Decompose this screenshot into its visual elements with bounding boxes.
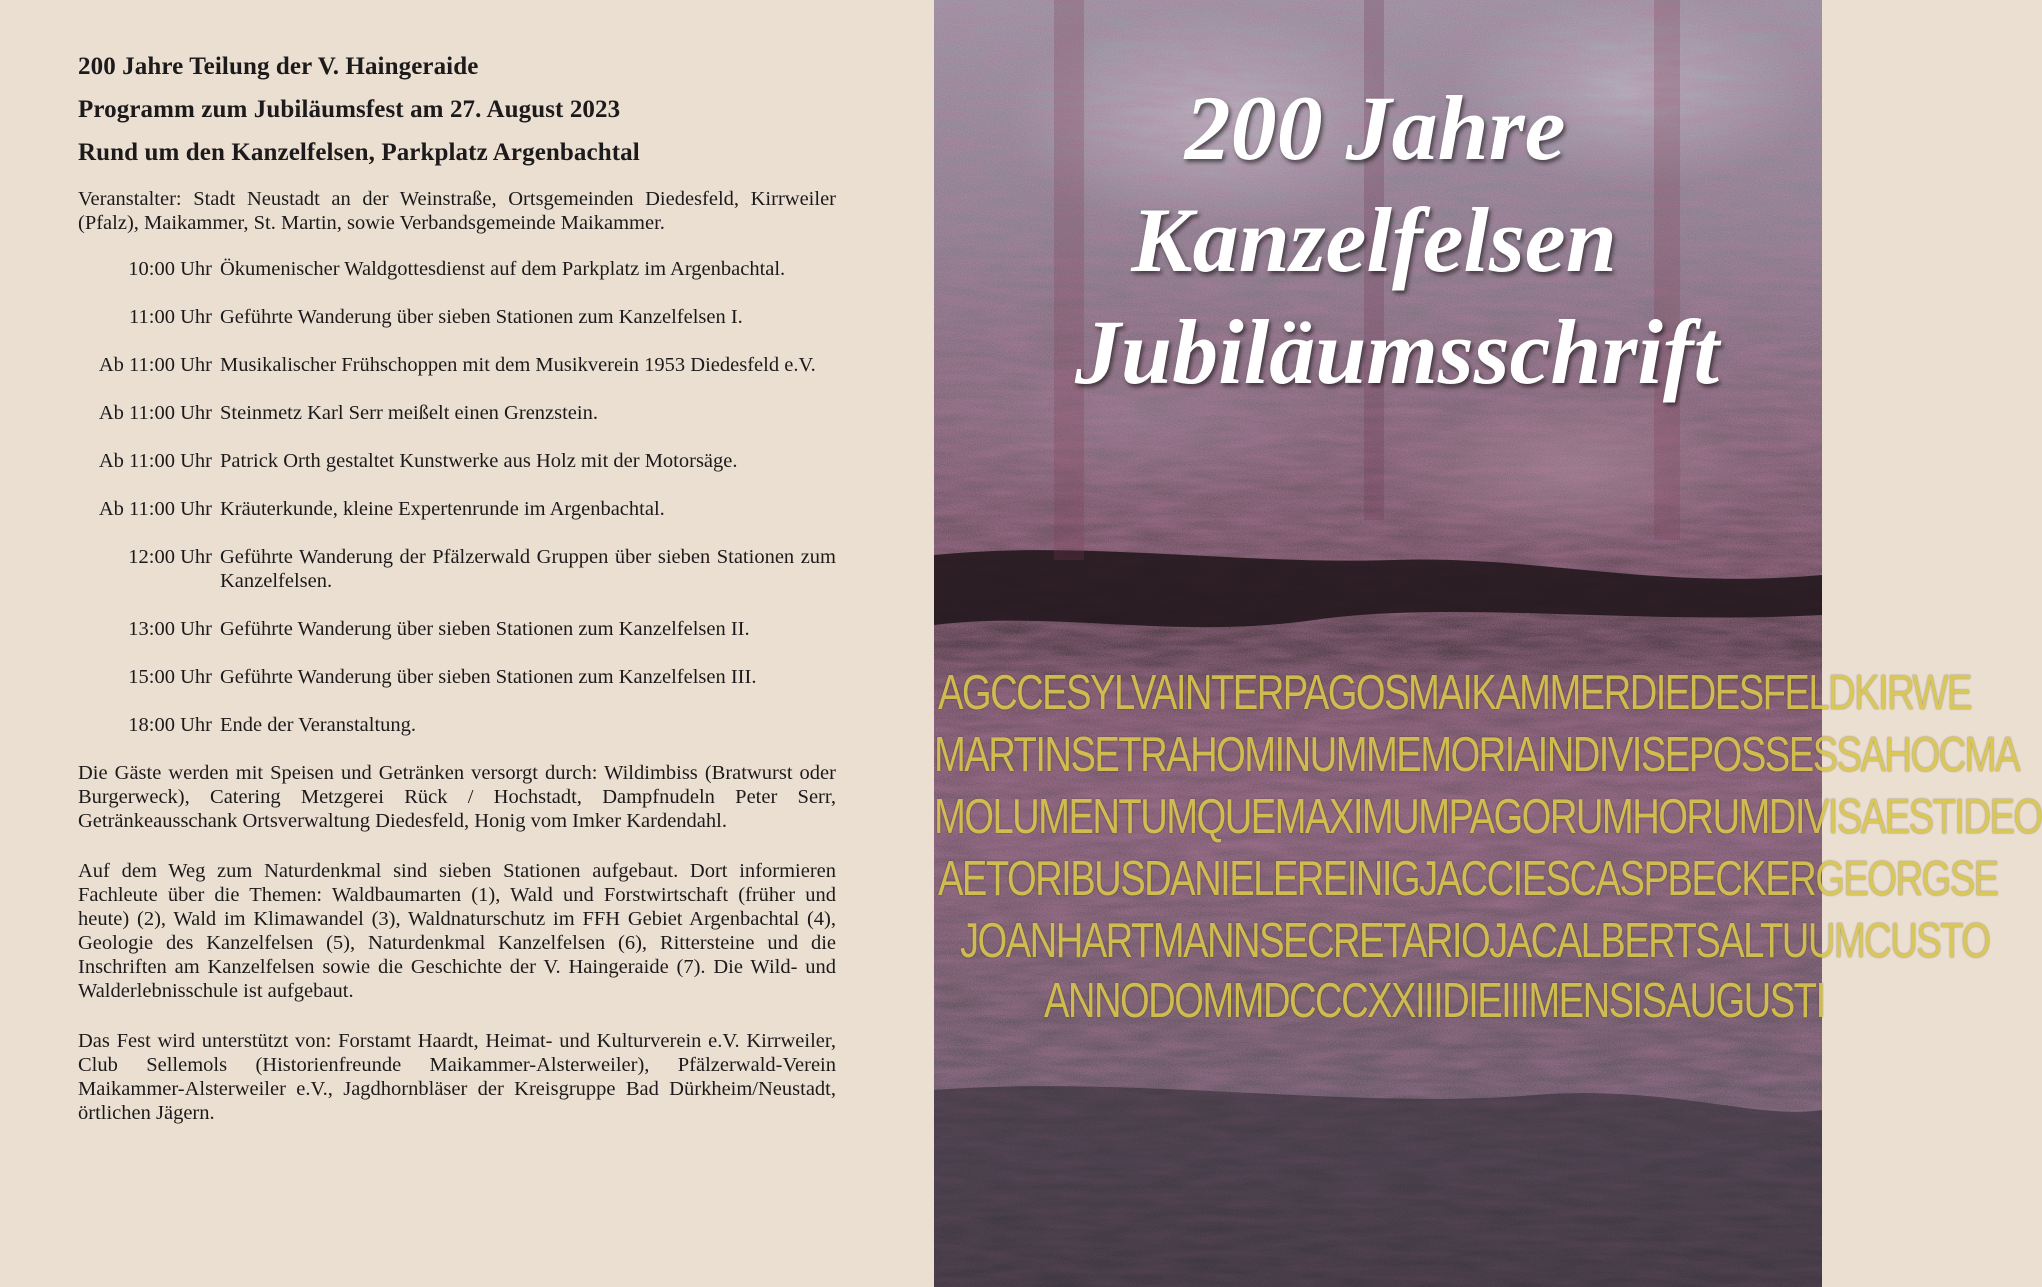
schedule-time: Ab 11:00 Uhr [98, 498, 212, 520]
cover-photo [934, 0, 2042, 1287]
schedule-desc: Steinmetz Karl Serr meißelt einen Grenzstein. [220, 402, 598, 424]
schedule-row [78, 305, 836, 329]
schedule-time: Ab 11:00 Uhr [98, 450, 212, 472]
schedule-time: 12:00 Uhr [128, 546, 212, 568]
heading-location: Rund um den Kanzelfelsen, Parkplatz Argenbachtal [78, 139, 640, 166]
schedule-time: 13:00 Uhr [128, 618, 212, 640]
schedule-row [78, 449, 836, 473]
schedule-desc: Kräuterkunde, kleine Expertenrunde im Argenbachtal. [220, 498, 665, 520]
schedule-desc: Geführte Wanderung über sieben Stationen zum Kanzelfelsen II. [220, 618, 750, 640]
schedule-desc: Geführte Wanderung der Pfälzerwald Gruppen über sieben Stationen zum Kanzelfelsen. [220, 546, 836, 592]
schedule-row [78, 497, 836, 521]
inscription-line: MOLUMENTUMQUEMAXIMUMPAGORUMHORUMDIVISAESTIDEO [934, 790, 2042, 844]
program-page [0, 0, 934, 1287]
schedule-row [78, 353, 836, 377]
supporters-text: Das Fest wird unterstützt von: Forstamt Haardt, Heimat- und Kulturverein e.V. Kirrweiler, Club Sellemols (Historienfreunde Maikammer-Alsterweiler), Pfälzerwald-Verein Maikammer-Alsterweiler e.V., Jagdhornbläser der Kreisgruppe Bad Dürkheim/Neustadt, örtlichen Jägern. [78, 1030, 836, 1124]
cover-title [934, 72, 1822, 408]
schedule-row [78, 545, 836, 593]
schedule-desc: Musikalischer Frühschoppen mit dem Musikverein 1953 Diedesfeld e.V. [220, 354, 816, 376]
inscription-line: ANNODOMMDCCCXXIIIDIEIIIMENSISAUGUSTI [1044, 974, 1825, 1028]
schedule-desc: Ökumenischer Waldgottesdienst auf dem Parkplatz im Argenbachtal. [220, 258, 786, 280]
schedule-time: Ab 11:00 Uhr [98, 354, 212, 376]
schedule-row [78, 617, 836, 641]
schedule-desc: Patrick Orth gestaltet Kunstwerke aus Holz mit der Motorsäge. [220, 450, 738, 472]
schedule-time: 10:00 Uhr [128, 258, 212, 280]
inscription-line: JOANHARTMANNSECRETARIOJACALBERTSALTUUMCUSTO [960, 914, 1990, 968]
schedule-row [78, 713, 836, 737]
schedule-time: Ab 11:00 Uhr [98, 402, 212, 424]
schedule-time: 11:00 Uhr [129, 306, 212, 328]
stations-text: Auf dem Weg zum Naturdenkmal sind sieben Stationen aufgebaut. Dort informieren Fachleute über die Themen: Waldbaumarten (1), Wald und Forstwirtschaft (früher und heute) (2), Wald im Klimawandel (3), Waldnaturschutz im FFH Gebiet Argenbachtal (4), Geologie des Kanzelfelsen (5), Naturdenkmal Kanzelfelsen (6), Rittersteine und die Inschriften am Kanzelfelsen sowie die Geschichte der V. Haingeraide (7). Die Wild- und Walderlebnisschule ist aufgebaut. [78, 860, 836, 1002]
schedule-time: 15:00 Uhr [128, 666, 212, 688]
heading-title: 200 Jahre Teilung der V. Haingeraide [78, 53, 479, 80]
cover-title-line: Jubiläumsschrift [1074, 301, 1720, 403]
schedule-row [78, 257, 836, 281]
inscription-line: AGCCESYLVAINTERPAGOSMAIKAMMERDIEDESFELDKIRWE [938, 666, 1971, 720]
schedule-desc: Geführte Wanderung über sieben Stationen zum Kanzelfelsen III. [220, 666, 757, 688]
schedule-list [78, 257, 836, 737]
cover-title-line: Kanzelfelsen [1131, 189, 1617, 291]
inscription-line: MARTINSETRAHOMINUMMEMORIAINDIVISEPOSSESSAHOCMA [934, 728, 2019, 782]
schedule-desc: Ende der Veranstaltung. [220, 714, 417, 736]
organizer-text: Veranstalter: Stadt Neustadt an der Weinstraße, Ortsgemeinden Diedesfeld, Kirrweiler (Pfalz), Maikammer, St. Martin, sowie Verbandsgemeinde Maikammer. [78, 188, 836, 234]
schedule-row [78, 401, 836, 425]
catering-text: Die Gäste werden mit Speisen und Getränken versorgt durch: Wildimbiss (Bratwurst oder Burgerweck), Catering Metzgerei Rück / Hochstadt, Dampfnudeln Peter Serr, Getränkeausschank Ortsverwaltung Diedesfeld, Honig vom Imker Kardendahl. [78, 762, 836, 832]
program-text-column [78, 52, 836, 1151]
heading-program: Programm zum Jubiläumsfest am 27. August 2023 [78, 96, 621, 123]
schedule-desc: Geführte Wanderung über sieben Stationen zum Kanzelfelsen I. [220, 306, 743, 328]
cover-title-line: 200 Jahre [1184, 77, 1566, 179]
schedule-row [78, 665, 836, 689]
schedule-time: 18:00 Uhr [128, 714, 212, 736]
inscription-line: AETORIBUSDANIELEREINIGJACCIESCASPBECKERGEORGSE [938, 852, 1998, 906]
